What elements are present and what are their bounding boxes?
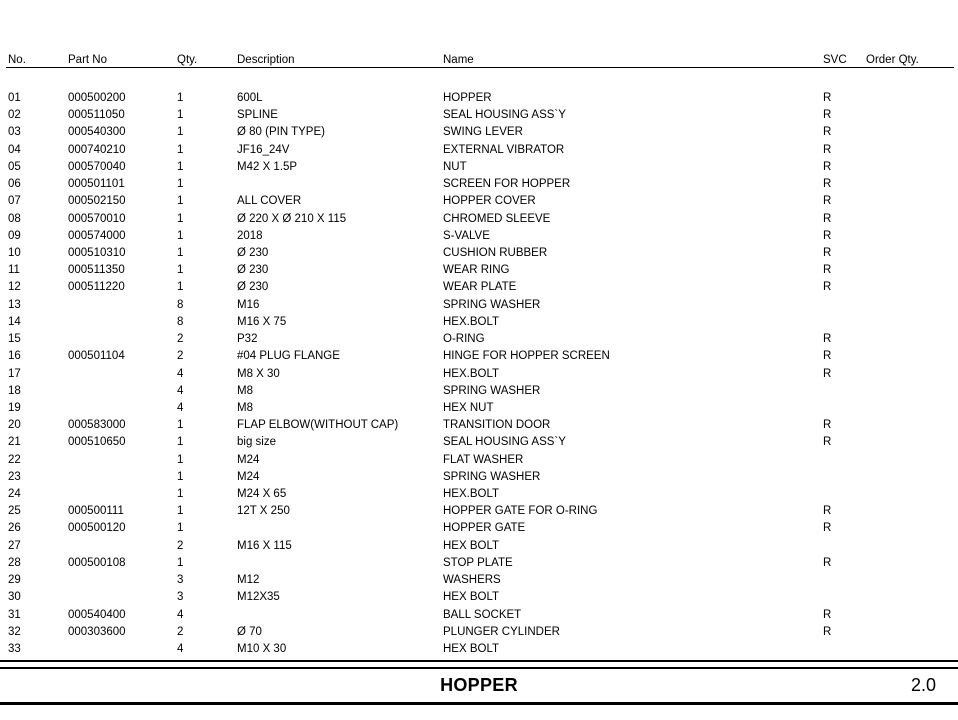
cell-part-no: 000510310 — [68, 246, 126, 259]
cell-qty: 2 — [177, 539, 184, 552]
cell-description: ALL COVER — [237, 195, 302, 208]
cell-svc: R — [823, 556, 832, 569]
cell-svc: R — [823, 505, 832, 518]
table-row — [0, 159, 958, 176]
cell-description: 2018 — [237, 229, 263, 242]
cell-qty: 1 — [177, 505, 184, 518]
cell-description: M24 — [237, 470, 260, 483]
footer-rule-bottom — [0, 702, 958, 705]
cell-qty: 3 — [177, 591, 184, 604]
cell-qty: 1 — [177, 160, 184, 173]
cell-name: SPRING WASHER — [443, 298, 541, 311]
table-row — [0, 279, 958, 296]
cell-qty: 1 — [177, 143, 184, 156]
table-row — [0, 124, 958, 141]
cell-svc: R — [823, 367, 832, 380]
cell-name: BALL SOCKET — [443, 608, 522, 621]
cell-qty: 1 — [177, 178, 184, 191]
cell-part-no: 000570010 — [68, 212, 126, 225]
cell-description: M12 — [237, 574, 260, 587]
table-row — [0, 142, 958, 159]
cell-no: 17 — [8, 367, 21, 380]
cell-description: M24 X 65 — [237, 488, 287, 501]
footer-page-number-text: 2.0 — [910, 675, 936, 695]
cell-no: 14 — [8, 315, 21, 328]
cell-name: HEX.BOLT — [443, 488, 500, 501]
cell-part-no: 000500111 — [68, 505, 124, 518]
cell-no: 16 — [8, 350, 21, 363]
cell-qty: 1 — [177, 281, 184, 294]
cell-no: 29 — [8, 574, 21, 587]
cell-part-no: 000540400 — [68, 608, 126, 621]
cell-description: SPLINE — [237, 109, 278, 122]
cell-part-no: 000540300 — [68, 126, 126, 139]
cell-no: 18 — [8, 384, 21, 397]
cell-qty: 4 — [177, 643, 184, 655]
column-header-description: Description — [237, 54, 295, 66]
cell-description: Ø 230 — [237, 264, 269, 277]
cell-svc: R — [823, 109, 832, 122]
cell-no: 30 — [8, 591, 21, 604]
table-row — [0, 193, 958, 210]
cell-name: HOPPER COVER — [443, 195, 536, 208]
table-row — [0, 383, 958, 400]
table-row — [0, 211, 958, 228]
cell-part-no: 000511050 — [68, 109, 125, 122]
cell-no: 27 — [8, 539, 21, 552]
cell-description: Ø 230 — [237, 281, 269, 294]
cell-part-no: 000502150 — [68, 195, 126, 208]
footer-section-title: HOPPER — [440, 675, 518, 695]
cell-qty: 1 — [177, 264, 184, 277]
cell-description: #04 PLUG FLANGE — [237, 350, 340, 363]
cell-description: P32 — [237, 333, 258, 346]
table-row — [0, 589, 958, 606]
cell-qty: 1 — [177, 522, 184, 535]
cell-qty: 4 — [177, 608, 184, 621]
cell-svc: R — [823, 333, 832, 346]
cell-no: 26 — [8, 522, 21, 535]
cell-qty: 2 — [177, 333, 184, 346]
cell-description: M24 — [237, 453, 260, 466]
table-row — [0, 641, 958, 658]
cell-qty: 1 — [177, 109, 184, 122]
cell-name: HEX NUT — [443, 401, 494, 414]
cell-no: 06 — [8, 178, 21, 191]
footer-rule-thin — [0, 660, 958, 662]
cell-svc: R — [823, 350, 832, 363]
table-row — [0, 486, 958, 503]
cell-description: 12T X 250 — [237, 505, 290, 518]
table-row — [0, 245, 958, 262]
cell-name: CUSHION RUBBER — [443, 246, 548, 259]
cell-name: HEX BOLT — [443, 643, 500, 655]
cell-qty: 1 — [177, 126, 184, 139]
cell-svc: R — [823, 281, 832, 294]
table-row — [0, 400, 958, 417]
cell-description: Ø 230 — [237, 246, 269, 259]
cell-no: 11 — [8, 264, 20, 277]
cell-qty: 4 — [177, 401, 184, 414]
cell-no: 12 — [8, 281, 21, 294]
cell-part-no: 000501101 — [68, 178, 125, 191]
cell-qty: 1 — [177, 229, 184, 242]
cell-qty: 1 — [177, 453, 184, 466]
table-row — [0, 90, 958, 107]
table-row — [0, 503, 958, 520]
cell-description: Ø 70 — [237, 625, 262, 638]
cell-no: 02 — [8, 109, 21, 122]
cell-name: TRANSITION DOOR — [443, 419, 551, 432]
table-row — [0, 572, 958, 589]
cell-no: 04 — [8, 143, 21, 156]
cell-qty: 1 — [177, 246, 184, 259]
cell-part-no: 000570040 — [68, 160, 126, 173]
table-row — [0, 366, 958, 383]
table-row — [0, 520, 958, 537]
cell-svc: R — [823, 419, 832, 432]
cell-svc: R — [823, 212, 832, 225]
table-row — [0, 176, 958, 193]
cell-qty: 8 — [177, 315, 184, 328]
column-header-qty: Qty. — [177, 54, 198, 66]
cell-name: HEX BOLT — [443, 591, 500, 604]
cell-name: PLUNGER CYLINDER — [443, 625, 560, 638]
cell-description: Ø 80 (PIN TYPE) — [237, 126, 325, 139]
table-row — [0, 228, 958, 245]
cell-description: JF16_24V — [237, 143, 290, 156]
cell-no: 28 — [8, 556, 21, 569]
cell-name: CHROMED SLEEVE — [443, 212, 551, 225]
cell-part-no: 000500120 — [68, 522, 126, 535]
cell-name: SPRING WASHER — [443, 384, 541, 397]
cell-description: M42 X 1.5P — [237, 160, 298, 173]
cell-name: WASHERS — [443, 574, 501, 587]
cell-qty: 2 — [177, 625, 184, 638]
cell-part-no: 000740210 — [68, 143, 126, 156]
cell-part-no: 000303600 — [68, 625, 126, 638]
table-row — [0, 348, 958, 365]
cell-no: 23 — [8, 470, 21, 483]
column-header-svc: SVC — [823, 54, 847, 66]
cell-qty: 1 — [177, 92, 184, 104]
cell-qty: 2 — [177, 350, 184, 363]
cell-name: STOP PLATE — [443, 556, 513, 569]
cell-no: 10 — [8, 246, 21, 259]
cell-name: O-RING — [443, 333, 485, 346]
cell-qty: 4 — [177, 367, 184, 380]
cell-part-no: 000511350 — [68, 264, 125, 277]
cell-name: EXTERNAL VIBRATOR — [443, 143, 565, 156]
cell-no: 09 — [8, 229, 21, 242]
cell-name: HEX.BOLT — [443, 367, 500, 380]
cell-qty: 1 — [177, 488, 184, 501]
cell-qty: 3 — [177, 574, 184, 587]
table-row — [0, 107, 958, 124]
cell-qty: 1 — [177, 556, 184, 569]
column-header-name: Name — [443, 54, 474, 66]
cell-name: HEX BOLT — [443, 539, 500, 552]
cell-description: FLAP ELBOW(WITHOUT CAP) — [237, 419, 399, 432]
cell-no: 05 — [8, 160, 21, 173]
table-row — [0, 297, 958, 314]
cell-no: 08 — [8, 212, 21, 225]
cell-no: 01 — [8, 92, 21, 104]
cell-name: SEAL HOUSING ASS`Y — [443, 109, 566, 122]
footer-band — [0, 669, 958, 702]
cell-no: 21 — [8, 436, 21, 449]
cell-description: Ø 220 X Ø 210 X 115 — [237, 212, 347, 225]
cell-description: M16 — [237, 298, 260, 311]
cell-no: 32 — [8, 625, 21, 638]
cell-name: SEAL HOUSING ASS`Y — [443, 436, 566, 449]
cell-name: SCREEN FOR HOPPER — [443, 178, 571, 191]
cell-name: HEX.BOLT — [443, 315, 500, 328]
cell-qty: 1 — [177, 470, 184, 483]
cell-description: M8 X 30 — [237, 367, 280, 380]
footer-page-number — [911, 669, 936, 702]
cell-name: S-VALVE — [443, 229, 490, 242]
column-header-part-no: Part No — [68, 54, 107, 66]
cell-description: big size — [237, 436, 276, 449]
cell-name: NUT — [443, 160, 467, 173]
cell-no: 20 — [8, 419, 21, 432]
table-row — [0, 434, 958, 451]
cell-svc: R — [823, 229, 832, 242]
table-row — [0, 624, 958, 641]
cell-part-no: 000583000 — [68, 419, 126, 432]
cell-name: HOPPER — [443, 92, 492, 104]
table-row — [0, 538, 958, 555]
cell-svc: R — [823, 522, 832, 535]
cell-no: 31 — [8, 608, 21, 621]
table-row — [0, 607, 958, 624]
cell-no: 03 — [8, 126, 21, 139]
cell-qty: 8 — [177, 298, 184, 311]
cell-part-no: 000501104 — [68, 350, 125, 363]
cell-no: 07 — [8, 195, 21, 208]
cell-svc: R — [823, 178, 832, 191]
table-row — [0, 452, 958, 469]
cell-svc: R — [823, 195, 832, 208]
cell-description: M16 X 115 — [237, 539, 292, 552]
cell-svc: R — [823, 264, 832, 277]
cell-no: 33 — [8, 643, 21, 655]
header-rule — [6, 67, 954, 68]
cell-svc: R — [823, 246, 832, 259]
cell-description: M8 — [237, 384, 253, 397]
cell-svc: R — [823, 436, 832, 449]
cell-name: FLAT WASHER — [443, 453, 524, 466]
cell-svc: R — [823, 143, 832, 156]
cell-name: HOPPER GATE — [443, 522, 526, 535]
cell-part-no: 000500200 — [68, 92, 126, 104]
cell-svc: R — [823, 608, 832, 621]
column-header-order-qty: Order Qty. — [866, 54, 919, 66]
cell-no: 13 — [8, 298, 21, 311]
table-row — [0, 331, 958, 348]
cell-description: 600L — [237, 92, 263, 104]
cell-description: M12X35 — [237, 591, 280, 604]
cell-part-no: 000511220 — [68, 281, 125, 294]
cell-part-no: 000500108 — [68, 556, 126, 569]
cell-qty: 1 — [177, 195, 184, 208]
cell-qty: 4 — [177, 384, 184, 397]
cell-part-no: 000510650 — [68, 436, 126, 449]
cell-name: HOPPER GATE FOR O-RING — [443, 505, 598, 518]
cell-description: M10 X 30 — [237, 643, 287, 655]
cell-svc: R — [823, 625, 832, 638]
cell-name: HINGE FOR HOPPER SCREEN — [443, 350, 610, 363]
cell-qty: 1 — [177, 212, 184, 225]
cell-name: SPRING WASHER — [443, 470, 541, 483]
cell-no: 25 — [8, 505, 21, 518]
table-row — [0, 262, 958, 279]
cell-qty: 1 — [177, 419, 184, 432]
cell-no: 24 — [8, 488, 21, 501]
cell-no: 15 — [8, 333, 21, 346]
cell-name: SWING LEVER — [443, 126, 523, 139]
cell-description: M16 X 75 — [237, 315, 287, 328]
cell-name: WEAR PLATE — [443, 281, 517, 294]
cell-name: WEAR RING — [443, 264, 510, 277]
cell-svc: R — [823, 92, 832, 104]
table-header — [0, 52, 958, 68]
column-header-no: No. — [8, 54, 26, 66]
cell-svc: R — [823, 126, 832, 139]
table-row — [0, 314, 958, 331]
table-row — [0, 555, 958, 572]
table-row — [0, 417, 958, 434]
cell-description: M8 — [237, 401, 253, 414]
cell-svc: R — [823, 160, 832, 173]
cell-no: 22 — [8, 453, 21, 466]
table-body — [0, 90, 958, 658]
cell-qty: 1 — [177, 436, 184, 449]
cell-no: 19 — [8, 401, 21, 414]
cell-part-no: 000574000 — [68, 229, 126, 242]
table-row — [0, 469, 958, 486]
